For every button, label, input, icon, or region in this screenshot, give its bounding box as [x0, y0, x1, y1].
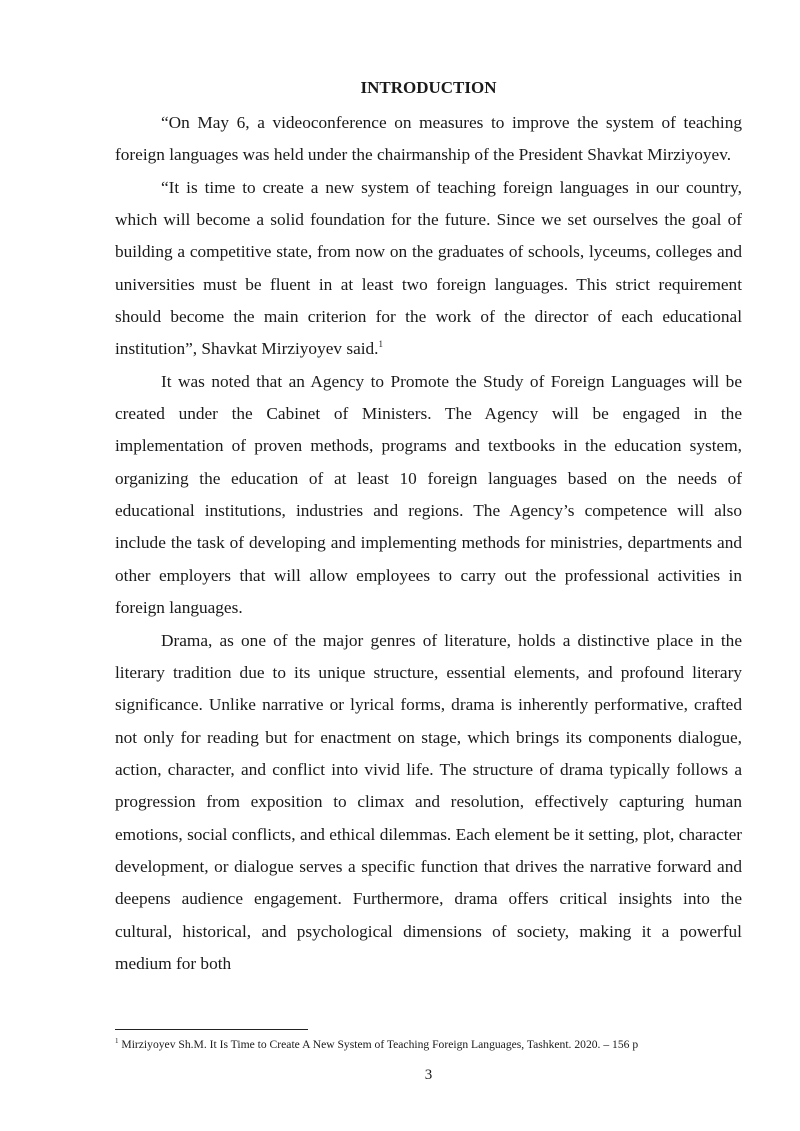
paragraph-3-text: It was noted that an Agency to Promote the Study of Foreign Languages will be created under the Cabinet of Ministers. The Agency will be engaged in the implementation of proven methods, programs and textbooks in the education system, organizing the education of at least 10 foreign languages based on the needs of educational institutions, industries and regions. The Agency’s competence will also include the task of developing and implementing methods for ministries, departments and other employers that will allow employees to carry out the professional activities in foreign languages. [115, 371, 742, 618]
paragraph-4 [115, 625, 742, 981]
footnote-marker: 1 [115, 1037, 119, 1046]
footnote-divider [115, 1029, 308, 1030]
paragraph-1-text: “On May 6, a videoconference on measures to improve the system of teaching foreign languages was held under the chairmanship of the President Shavkat Mirziyoyev. [115, 113, 742, 165]
paragraph-1 [115, 107, 742, 172]
section-title: INTRODUCTION [360, 78, 497, 97]
page-number: 3 [424, 1067, 433, 1083]
paragraph-3 [115, 366, 742, 625]
footnote-text: Mirziyoyev Sh.M. It Is Time to Create A New System of Teaching Foreign Languages, Tashkent. 2020. – 156 p [118, 1038, 639, 1051]
paragraph-4-text: Drama, as one of the major genres of literature, holds a distinctive place in the literary tradition due to its unique structure, essential elements, and profound literary significance. Unlike narrative or lyrical forms, drama is inherently performative, crafted not only for reading but for enactment on stage, which brings its components dialogue, action, character, and conflict into vivid life. The structure of drama typically follows a progression from exposition to climax and resolution, effectively capturing human emotions, social conflicts, and ethical dilemmas. Each element be it setting, plot, character development, or dialogue serves a specific function that drives the narrative forward and deepens audience engagement. Furthermore, drama offers critical insights into the cultural, historical, and psychological dimensions of society, making it a powerful medium for both [115, 630, 742, 973]
footnote [115, 1037, 755, 1052]
body-text [115, 107, 742, 980]
paragraph-2-text: “It is time to create a new system of teaching foreign languages in our country, which will become a solid foundation for the future. Since we set ourselves the goal of building a competitive state, from now on the graduates of schools, lyceums, colleges and universities must be fluent in at least two foreign languages. This strict requirement should become the main criterion for the work of the director of each educational institution”, Shavkat Mirziyoyev said. [115, 177, 742, 359]
footnote-reference[interactable]: 1 [378, 339, 384, 350]
paragraph-2 [115, 172, 742, 366]
